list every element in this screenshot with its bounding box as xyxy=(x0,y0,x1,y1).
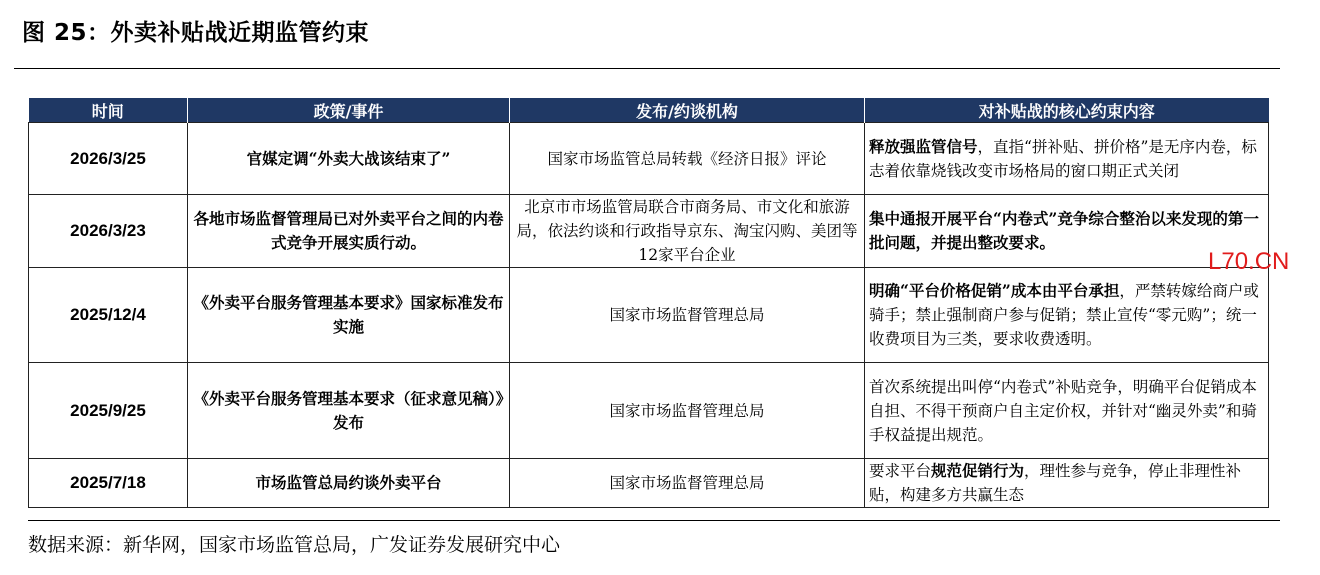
row-date: 2026/3/25 xyxy=(29,123,188,195)
content-highlight: 集中通报开展平台“内卷式”竞争综合整治以来发现的第一批问题，并提出整改要求。 xyxy=(869,209,1259,252)
row-event: 《外卖平台服务管理基本要求》国家标准发布实施 xyxy=(188,268,510,363)
row-org: 国家市场监管总局转载《经济日报》评论 xyxy=(510,123,865,195)
title-divider xyxy=(14,68,1280,69)
table-row xyxy=(29,459,1269,508)
row-org: 国家市场监督管理总局 xyxy=(510,459,865,508)
row-content xyxy=(865,363,1269,459)
content-text: ，直指“拼补贴、拼价格”是无序内卷，标志着依靠烧钱改变市场格局的窗口期正式关闭 xyxy=(869,137,1257,180)
row-org: 国家市场监督管理总局 xyxy=(510,363,865,459)
row-content xyxy=(865,123,1269,195)
regulation-table xyxy=(28,98,1269,508)
header-event: 政策/事件 xyxy=(188,98,510,123)
row-content xyxy=(865,268,1269,363)
row-date: 2025/12/4 xyxy=(29,268,188,363)
row-event: 官媒定调“外卖大战该结束了” xyxy=(188,123,510,195)
header-org: 发布/约谈机构 xyxy=(510,98,865,123)
row-date: 2025/7/18 xyxy=(29,459,188,508)
row-org: 国家市场监督管理总局 xyxy=(510,268,865,363)
row-org: 北京市市场监管局联合市商务局、市文化和旅游局，依法约谈和行政指导京东、淘宝闪购、美团等12家平台企业 xyxy=(510,195,865,268)
row-event: 市场监管总局约谈外卖平台 xyxy=(188,459,510,508)
table-header-row xyxy=(29,98,1269,123)
table-row xyxy=(29,123,1269,195)
content-text: 要求平台 xyxy=(869,462,932,480)
watermark: L70.CN xyxy=(1208,248,1290,275)
table-row xyxy=(29,195,1269,268)
table-row xyxy=(29,363,1269,459)
source-note: 数据来源：新华网，国家市场监管总局，广发证券发展研究中心 xyxy=(28,534,561,556)
table-row xyxy=(29,268,1269,363)
row-event: 《外卖平台服务管理基本要求（征求意见稿）》发布 xyxy=(188,363,510,459)
content-text: ，严禁转嫁给商户或骑手；禁止强制商户参与促销；禁止宣传“零元购”；统一收费项目为三类，要求收费透明。 xyxy=(869,282,1259,348)
content-highlight: 规范促销行为 xyxy=(931,461,1025,480)
content-text: ，理性参与竞争，停止非理性补贴，构建多方共赢生态 xyxy=(869,462,1242,504)
content-highlight: 明确“平台价格促销”成本由平台承担 xyxy=(869,281,1120,300)
header-time: 时间 xyxy=(29,98,188,123)
content-highlight: 释放强监管信号 xyxy=(869,136,978,156)
row-content xyxy=(865,459,1269,508)
figure-title: 图 25：外卖补贴战近期监管约束 xyxy=(22,20,370,46)
content-text: 首次系统提出叫停“内卷式”补贴竞争，明确平台促销成本自担、不得干预商户自主定价权，并针对“幽灵外卖”和骑手权益提出规范。 xyxy=(869,377,1257,444)
header-content: 对补贴战的核心约束内容 xyxy=(865,98,1269,123)
row-date: 2025/9/25 xyxy=(29,363,188,459)
row-event: 各地市场监督管理局已对外卖平台之间的内卷式竞争开展实质行动。 xyxy=(188,195,510,268)
source-divider xyxy=(28,520,1280,521)
row-date: 2026/3/23 xyxy=(29,195,188,268)
